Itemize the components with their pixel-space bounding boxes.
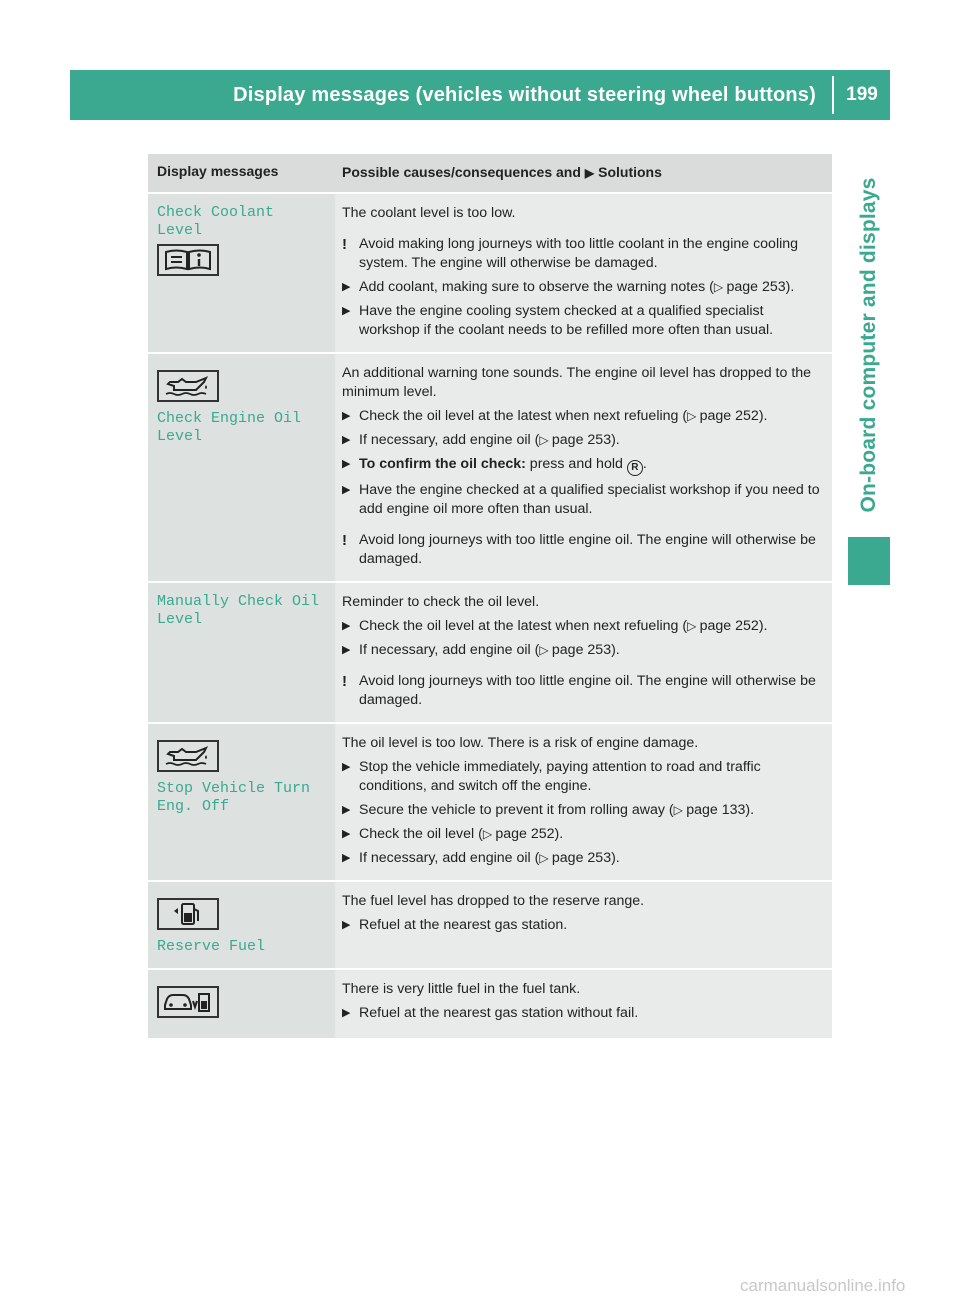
step-arrow-icon: ▶ bbox=[342, 458, 351, 470]
table-row bbox=[148, 352, 834, 581]
page-ref-icon: ▷ bbox=[482, 827, 496, 841]
table-row bbox=[148, 581, 834, 722]
page-header bbox=[70, 70, 890, 120]
page-ref-icon: ▷ bbox=[539, 433, 552, 447]
step-arrow-icon: ▶ bbox=[342, 919, 351, 931]
warning-icon: ! bbox=[342, 532, 347, 549]
display-messages-table bbox=[148, 154, 834, 1038]
page-ref-icon: ▷ bbox=[687, 619, 700, 633]
solution-step: ▶ To confirm the oil check: press and hold R . bbox=[342, 455, 828, 476]
table-row bbox=[148, 880, 834, 968]
table-row bbox=[148, 722, 834, 880]
warning-note bbox=[342, 531, 828, 569]
message-cell bbox=[148, 194, 335, 352]
step-text: If necessary, add engine oil ( bbox=[359, 432, 540, 448]
solution-step bbox=[342, 1004, 828, 1023]
step-arrow-icon: ▶ bbox=[342, 761, 351, 773]
oil-can-icon bbox=[157, 370, 219, 402]
description-text: An additional warning tone sounds. The engine oil level has dropped to the minimum level. bbox=[342, 365, 812, 400]
solution-step bbox=[342, 801, 828, 820]
solution-step bbox=[342, 916, 828, 935]
step-text: Refuel at the nearest gas station without fail. bbox=[359, 1005, 639, 1021]
col-header-display-messages: Display messages bbox=[148, 154, 335, 192]
page-reference: page 253). bbox=[726, 279, 795, 295]
solution-step bbox=[342, 407, 828, 426]
solution-cell bbox=[335, 354, 832, 581]
step-arrow-icon: ▶ bbox=[342, 410, 351, 422]
table-header-row bbox=[148, 154, 834, 192]
message-cell bbox=[148, 354, 335, 581]
solution-cell bbox=[335, 194, 832, 352]
step-text: Have the engine cooling system checked at a qualified specialist workshop if the coolant needs to be refilled more often than usual. bbox=[359, 303, 774, 338]
step-arrow-icon: ▶ bbox=[342, 305, 351, 317]
warning-note bbox=[342, 672, 828, 710]
step-arrow-icon: ▶ bbox=[342, 644, 351, 656]
warning-icon: ! bbox=[342, 236, 347, 253]
step-text: If necessary, add engine oil ( bbox=[359, 850, 540, 866]
section-marker bbox=[848, 537, 890, 585]
page-ref-icon: ▷ bbox=[713, 280, 727, 294]
oil-can-icon bbox=[157, 740, 219, 772]
solution-step bbox=[342, 302, 828, 340]
col-header-causes: Possible causes/consequences and ▶ Solutions bbox=[335, 154, 832, 192]
step-arrow-icon: ▶ bbox=[342, 852, 351, 864]
fuel-pump-icon bbox=[157, 898, 219, 930]
page-reference: page 252). bbox=[699, 618, 768, 634]
solution-step bbox=[342, 641, 828, 660]
header-title: Display messages (vehicles without steering wheel buttons) bbox=[233, 84, 816, 106]
step-text: Stop the vehicle immediately, paying attention to road and traffic conditions, and switch off the engine. bbox=[359, 759, 761, 794]
warning-note bbox=[342, 235, 828, 273]
description-text: The coolant level is too low. bbox=[342, 205, 516, 221]
solution-step bbox=[342, 825, 828, 844]
table-row bbox=[148, 968, 834, 1038]
solution-cell bbox=[335, 882, 832, 968]
description-text: The fuel level has dropped to the reserve range. bbox=[342, 893, 645, 909]
page-number: 199 bbox=[846, 84, 878, 105]
side-title-text: On-board computer and displays bbox=[857, 177, 880, 513]
step-text: press and hold bbox=[525, 456, 627, 472]
solution-step bbox=[342, 758, 828, 796]
warning-text: Avoid long journeys with too little engine oil. The engine will otherwise be damaged. bbox=[359, 673, 816, 708]
step-text: Have the engine checked at a qualified specialist workshop if you need to add engine oil more often than usual. bbox=[359, 482, 820, 517]
step-text: Add coolant, making sure to observe the warning notes ( bbox=[359, 279, 714, 295]
step-arrow-icon: ▶ bbox=[342, 828, 351, 840]
display-message-text: Manually Check Oil Level bbox=[157, 593, 320, 628]
warning-text: Avoid making long journeys with too little coolant in the engine cooling system. The engine will otherwise be damaged. bbox=[359, 236, 799, 271]
page-ref-icon: ▷ bbox=[539, 643, 552, 657]
page-reference: page 252). bbox=[495, 826, 564, 842]
watermark: carmanualsonline.info bbox=[740, 1276, 906, 1295]
message-cell bbox=[148, 583, 335, 722]
message-cell bbox=[148, 970, 335, 1038]
display-message-text: Stop Vehicle Turn Eng. Off bbox=[157, 780, 311, 815]
step-arrow-icon: ▶ bbox=[342, 484, 351, 496]
step-arrow-icon: ▶ bbox=[342, 281, 351, 293]
page-ref-icon: ▷ bbox=[673, 803, 687, 817]
page-reference: page 253). bbox=[551, 432, 620, 448]
message-cell bbox=[148, 882, 335, 968]
step-bold-label: To confirm the oil check: bbox=[359, 456, 526, 472]
solution-cell bbox=[335, 583, 832, 722]
step-text: Secure the vehicle to prevent it from rolling away ( bbox=[359, 802, 674, 818]
message-cell bbox=[148, 724, 335, 880]
reset-button-icon: R bbox=[627, 460, 643, 476]
page-reference: page 252). bbox=[699, 408, 768, 424]
display-message-text: Check Engine Oil Level bbox=[157, 410, 302, 445]
display-message-text: Reserve Fuel bbox=[157, 938, 266, 955]
display-message-text: Check Coolant Level bbox=[157, 204, 275, 239]
book-info-icon bbox=[157, 244, 219, 276]
step-text: Check the oil level ( bbox=[359, 826, 483, 842]
step-arrow-icon: ▶ bbox=[342, 804, 351, 816]
description-text: Reminder to check the oil level. bbox=[342, 594, 540, 610]
solution-step bbox=[342, 278, 828, 297]
step-text: Check the oil level at the latest when next refueling ( bbox=[359, 408, 688, 424]
step-text: Check the oil level at the latest when next refueling ( bbox=[359, 618, 688, 634]
table-row bbox=[148, 192, 834, 352]
solution-cell bbox=[335, 970, 832, 1038]
step-arrow-icon: ▶ bbox=[342, 620, 351, 632]
page-reference: page 133). bbox=[686, 802, 755, 818]
page-ref-icon: ▷ bbox=[687, 409, 700, 423]
arrow-icon: ▶ bbox=[584, 166, 595, 180]
solution-step bbox=[342, 431, 828, 450]
warning-icon: ! bbox=[342, 673, 347, 690]
side-section-title bbox=[848, 135, 890, 555]
solution-step bbox=[342, 849, 828, 868]
description-text: There is very little fuel in the fuel tank. bbox=[342, 981, 581, 997]
page-reference: page 253). bbox=[551, 642, 620, 658]
step-text: Refuel at the nearest gas station. bbox=[359, 917, 568, 933]
step-arrow-icon: ▶ bbox=[342, 434, 351, 446]
solution-cell bbox=[335, 724, 832, 880]
warning-text: Avoid long journeys with too little engine oil. The engine will otherwise be damaged. bbox=[359, 532, 816, 567]
description-text: The oil level is too low. There is a risk of engine damage. bbox=[342, 735, 699, 751]
step-arrow-icon: ▶ bbox=[342, 1007, 351, 1019]
car-fuel-icon bbox=[157, 986, 219, 1018]
solution-step bbox=[342, 617, 828, 636]
step-text: If necessary, add engine oil ( bbox=[359, 642, 540, 658]
page-reference: page 253). bbox=[551, 850, 620, 866]
solution-step bbox=[342, 481, 828, 519]
page-ref-icon: ▷ bbox=[539, 851, 552, 865]
